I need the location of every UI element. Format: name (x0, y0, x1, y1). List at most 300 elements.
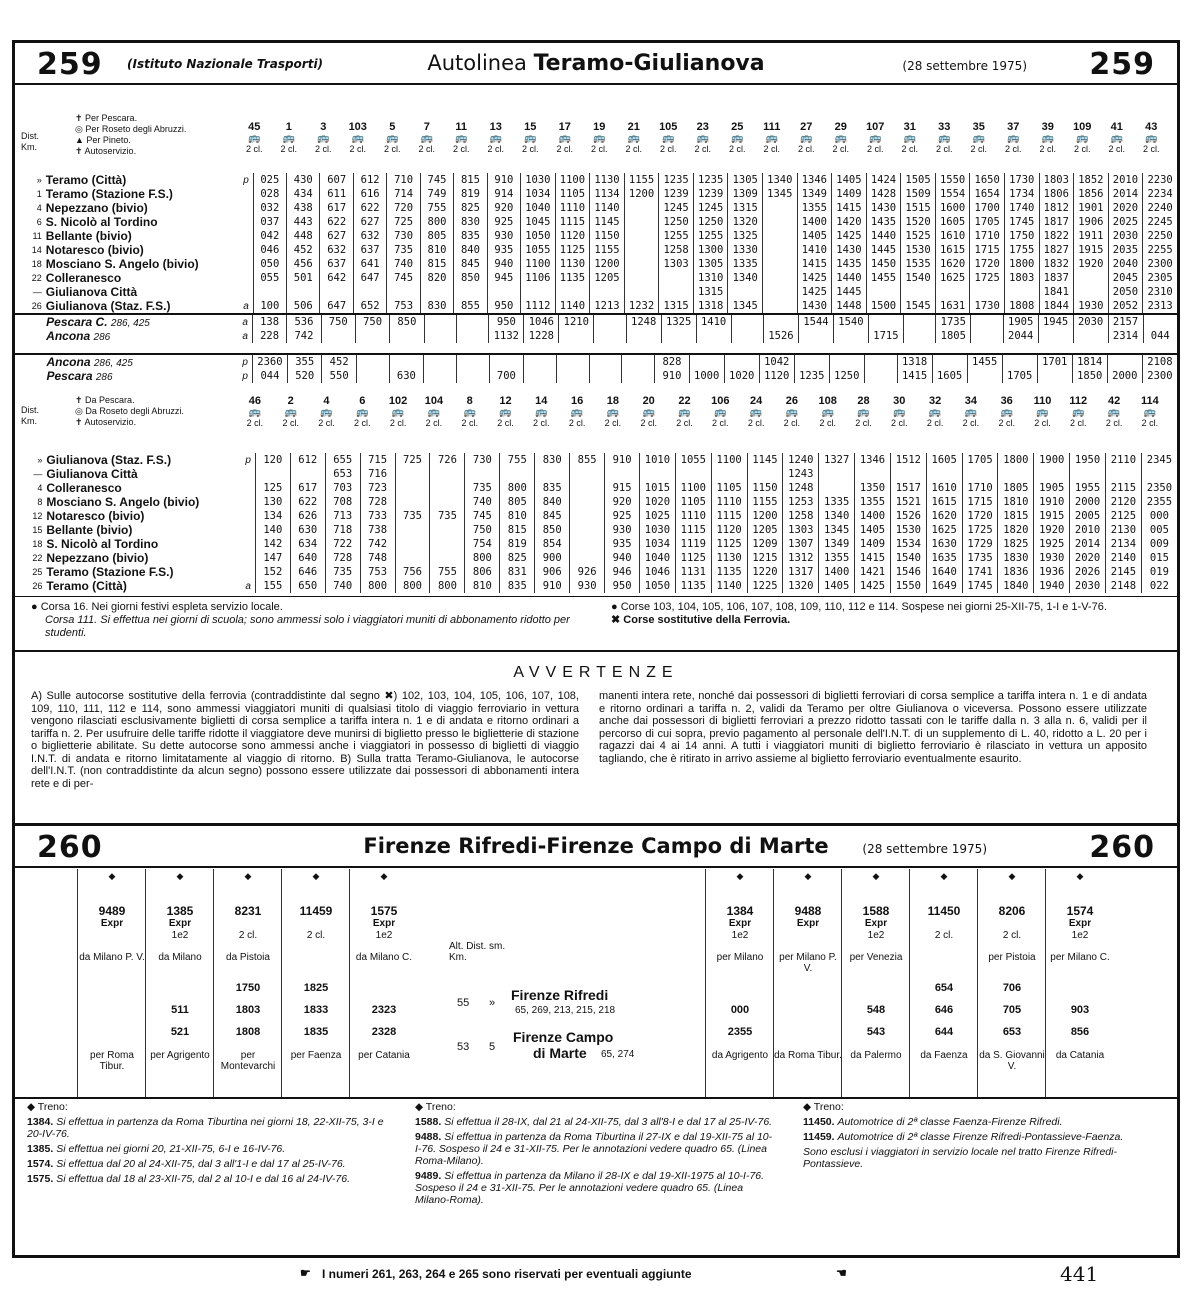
train-number: 15 (524, 121, 537, 133)
train-number: 108 (818, 395, 837, 407)
time-cell: 1110 (675, 509, 711, 523)
time-cell: 1715 (868, 329, 903, 343)
table-row (15, 271, 1177, 285)
outbound-header (15, 111, 1177, 167)
outbound-table (15, 173, 1177, 313)
time-cell (763, 271, 798, 285)
class-label: 2 cl. (521, 144, 539, 154)
bus-icon: 🚌 (869, 133, 882, 144)
note-item (27, 1173, 387, 1185)
time-cell: 612 (353, 173, 386, 187)
dist-km-label (21, 131, 39, 153)
return-header (15, 389, 1177, 437)
train-column (145, 869, 214, 1097)
train-number: 31 (903, 121, 916, 133)
bus-icon: 🚌 (248, 407, 262, 418)
bus-icon: 🚌 (1072, 407, 1085, 418)
time-cell (594, 315, 626, 329)
time-cell (926, 467, 962, 481)
time-cell (935, 285, 970, 299)
time-cell: 448 (287, 229, 320, 243)
time-cell: 1833 (303, 1004, 329, 1016)
station-name: Nepezzano (bivio) (46, 551, 149, 565)
notes-head: ◆ Treno: (27, 1101, 68, 1113)
time-cell (1141, 467, 1177, 481)
time-cell (675, 467, 711, 481)
km-cell: 26 (32, 581, 43, 591)
train-column (773, 869, 842, 1097)
table-number-right: 260 (1089, 830, 1155, 865)
table-row (15, 551, 1177, 565)
time-cell: 1750 (235, 982, 261, 994)
time-cell: 1040 (640, 551, 676, 565)
time-cell: 1550 (935, 173, 970, 187)
train-number: 9489 (98, 904, 126, 918)
alt-dist-label: Alt. Dist. sm. Km. (449, 941, 506, 963)
bus-icon: 🚌 (642, 407, 655, 418)
time-cell: 1115 (711, 509, 747, 523)
note-text: Si effettua in partenza da Roma Tiburtina nei giorni 18, 22-XII-75, 3-I e 20-IV-76. (27, 1116, 384, 1140)
time-cell: 735 (430, 509, 465, 523)
origin-label (910, 952, 978, 978)
time-cell: 1540 (901, 271, 936, 285)
table-row (15, 299, 1177, 313)
table-260-header (15, 823, 1177, 868)
time-cell: 1239 (659, 187, 694, 201)
time-cell (556, 355, 589, 369)
time-cell: 1650 (970, 173, 1005, 187)
table-259-notes (15, 596, 1177, 651)
train-number: 30 (893, 395, 906, 407)
time-cell (864, 369, 897, 383)
train-column-head (651, 121, 686, 154)
time-cell: 2250 (1143, 229, 1177, 243)
train-number: 1384 (726, 904, 754, 918)
time-cell: 2030 (1073, 315, 1108, 329)
time-cell: 800 (465, 551, 500, 565)
train-column-head (858, 121, 893, 154)
time-cell (570, 509, 605, 523)
time-cell (424, 369, 457, 383)
time-cell: 1310 (693, 271, 728, 285)
time-cell: 1125 (555, 243, 590, 257)
arr-dep-marker: a (245, 580, 251, 592)
train-number: 34 (964, 395, 978, 407)
train-number: 46 (248, 395, 262, 407)
time-cell: 2145 (1105, 565, 1141, 579)
time-cell (454, 285, 487, 299)
time-cell: 1509 (901, 187, 936, 201)
train-class (774, 930, 842, 944)
time-cell: 2014 (1070, 537, 1106, 551)
note-text: Si effettua il 28-IX, dal 21 al 24-XII-75, dal 3 all'8-I e dal 17 al 25-IV-76. (444, 1116, 773, 1128)
time-cell: 019 (1141, 565, 1177, 579)
time-cell: 835 (535, 481, 570, 495)
time-cell: 641 (353, 257, 386, 271)
time-cell: 920 (487, 201, 520, 215)
time-cell: 138 (252, 315, 286, 329)
note-text: Si effettua nei giorni 20, 21-XII-75, 6-I e 16-IV-76. (56, 1143, 286, 1155)
origin-label: per Milano (716, 952, 764, 963)
km-cell: 6 (36, 217, 42, 227)
time-cell (1037, 369, 1072, 383)
train-number: 32 (928, 395, 942, 407)
train-number: 107 (866, 121, 885, 133)
train-column-head (237, 395, 273, 428)
time-cell: 930 (487, 229, 520, 243)
time-cell (521, 285, 556, 299)
table-row (15, 187, 1177, 201)
time-cell (430, 551, 465, 565)
train-number: 23 (696, 121, 709, 133)
time-cell: 1540 (833, 315, 868, 329)
time-cell: 1620 (926, 509, 962, 523)
time-cell (456, 355, 489, 369)
time-cell: 810 (465, 579, 500, 593)
time-cell (774, 982, 842, 1000)
time-cell: 1925 (1034, 537, 1070, 551)
bus-icon: 🚌 (696, 133, 709, 144)
time-cell: 037 (253, 215, 286, 229)
train-number: 5 (389, 121, 396, 133)
diamond-icon: ◆ (1076, 871, 1084, 881)
time-cell: 1445 (866, 243, 901, 257)
time-cell: 1150 (747, 481, 783, 495)
page-number: 441 (1060, 1262, 1099, 1286)
time-cell: 1430 (797, 299, 832, 313)
time-cell: 1640 (926, 565, 962, 579)
time-cell: 1050 (640, 579, 676, 593)
time-cell: 1440 (832, 271, 867, 285)
station-name: Bellante (bivio) (46, 523, 133, 537)
return-legend (75, 395, 184, 428)
cross-icon: ✖ (611, 614, 621, 626)
table-260-body (15, 869, 1177, 1097)
time-cell: 2355 (727, 1026, 753, 1038)
time-cell (1038, 329, 1073, 343)
note-train: 1574. (27, 1158, 54, 1170)
time-cell: 1120 (555, 229, 590, 243)
train-class: 1e2 (867, 930, 885, 941)
km-1: » (489, 997, 496, 1009)
time-cell: 906 (535, 565, 570, 579)
time-cell: 632 (320, 243, 353, 257)
time-cell (1046, 982, 1114, 1000)
time-cell: 1140 (711, 579, 747, 593)
time-cell: 830 (535, 453, 570, 467)
time-cell (798, 329, 833, 343)
time-cell: 630 (389, 369, 423, 383)
km-cell: 26 (31, 301, 42, 311)
train-number: 26 (785, 395, 799, 407)
note-text: Sono esclusi i viaggiatori in servizio locale nel tratto Firenze Rifredi-Pontassieve. (803, 1146, 1117, 1170)
bus-icon: 🚌 (570, 407, 584, 418)
class-label: 2 cl. (640, 418, 657, 428)
time-cell: 805 (500, 495, 535, 509)
time-cell: 1205 (590, 271, 625, 285)
time-cell (424, 329, 456, 343)
bus-icon: 🚌 (928, 407, 942, 418)
time-cell: 637 (320, 257, 353, 271)
time-cell (353, 285, 386, 299)
train-column-head (237, 121, 272, 154)
legend-line: ✝ Autoservizio. (75, 146, 137, 156)
time-cell: 627 (320, 229, 353, 243)
bus-icon: 🚌 (1036, 407, 1049, 418)
time-cell: 1100 (555, 173, 590, 187)
bus-icon: 🚌 (765, 133, 778, 144)
time-cell: 840 (454, 243, 487, 257)
train-column-head (309, 395, 345, 428)
time-cell: 046 (253, 243, 286, 257)
time-cell: 1135 (675, 579, 711, 593)
time-cell: 1550 (890, 579, 926, 593)
time-cell: 1730 (970, 299, 1005, 313)
time-cell: 025 (253, 173, 286, 187)
time-cell (624, 229, 659, 243)
time-cell (659, 285, 694, 299)
class-label: 2 cl. (659, 144, 677, 154)
time-cell (1002, 355, 1037, 369)
diamond-icon: ◆ (380, 871, 388, 881)
station-name: Notaresco (bivio) (46, 509, 145, 523)
km-cell: — (33, 469, 43, 479)
class-label: 2 cl. (970, 144, 987, 154)
km-cell: 14 (31, 245, 42, 255)
train-column-head (996, 121, 1031, 154)
time-cell: 1936 (1034, 565, 1070, 579)
time-cell (524, 369, 557, 383)
time-cell: 745 (420, 173, 453, 187)
time-cell: 723 (360, 481, 395, 495)
note-train: 11459. (803, 1131, 835, 1143)
time-cell: 1530 (890, 523, 926, 537)
time-cell: 1741 (962, 565, 998, 579)
station-name: Bellante (bivio) (45, 229, 132, 243)
class-label: 2 cl. (425, 418, 443, 428)
time-cell (590, 285, 625, 299)
time-cell: 810 (420, 243, 453, 257)
time-cell: 1135 (711, 565, 747, 579)
train-type: Expr (796, 918, 820, 929)
time-cell: 748 (360, 551, 395, 565)
time-cell (868, 315, 903, 329)
table-259-header (15, 43, 1177, 85)
time-cell: 1840 (998, 579, 1034, 593)
note-corsa-16 (31, 601, 591, 614)
time-cell: 1125 (711, 537, 747, 551)
bus-icon: 🚌 (391, 407, 405, 418)
legend-line: ✝ Da Pescara. (75, 395, 135, 405)
class-label: 2 cl. (962, 418, 980, 428)
table-row (15, 215, 1177, 229)
class-label: 2 cl. (819, 418, 836, 428)
km-cell: 25 (32, 567, 43, 577)
time-cell: 1346 (797, 173, 832, 187)
bus-icon: 🚌 (282, 133, 295, 144)
train-number: 104 (424, 395, 444, 407)
time-cell: 511 (171, 1004, 189, 1016)
time-cell: 120 (255, 453, 290, 467)
train-class: 1e2 (731, 930, 749, 941)
time-cell (321, 329, 355, 343)
time-cell: 1750 (1004, 229, 1039, 243)
train-number: 35 (972, 121, 985, 133)
time-cell: 903 (1070, 1004, 1090, 1016)
km-cell (15, 355, 44, 369)
time-cell: 2000 (1107, 369, 1142, 383)
time-cell: 1910 (1034, 495, 1070, 509)
time-cell: 506 (287, 299, 320, 313)
table-title: Firenze Rifredi-Firenze Campo di Marte (363, 834, 829, 858)
train-column-head (375, 121, 410, 154)
station-name: Teramo (Città) (46, 579, 127, 593)
class-label: 2 cl. (1073, 144, 1091, 154)
time-cell: 755 (500, 453, 535, 467)
class-label: 2 cl. (604, 418, 622, 428)
time-cell: 1605 (935, 215, 970, 229)
arr-dep-marker: p (242, 370, 248, 382)
time-cell (1070, 467, 1106, 481)
time-cell: 850 (390, 315, 424, 329)
km-cell (15, 369, 44, 383)
bus-icon: 🚌 (938, 133, 951, 144)
time-cell (489, 355, 523, 369)
time-cell (706, 982, 774, 1000)
time-cell: 1720 (970, 257, 1005, 271)
time-cell: 1814 (1072, 355, 1107, 369)
time-cell: 1545 (901, 299, 936, 313)
station-campo-di-marte-a: Firenze Campo (513, 1029, 614, 1045)
note-item (415, 1131, 775, 1167)
time-cell: 856 (1070, 1026, 1090, 1038)
train-column-head (513, 121, 548, 154)
time-cell: 940 (487, 257, 520, 271)
time-cell: 1421 (855, 565, 891, 579)
diamond-icon: ◆ (940, 871, 948, 881)
time-cell (640, 467, 676, 481)
time-cell: 706 (1002, 982, 1022, 994)
train-class: 2 cl. (1002, 930, 1022, 941)
time-cell: 1145 (747, 453, 783, 467)
time-cell (842, 982, 910, 1000)
km-cell: 8 (37, 497, 43, 507)
table-row (15, 329, 1177, 343)
train-number: 33 (938, 121, 951, 133)
time-cell: 830 (420, 299, 453, 313)
note-sostitutive (611, 614, 1171, 627)
time-cell: 009 (1141, 537, 1177, 551)
class-label: 2 cl. (1034, 418, 1051, 428)
time-cell: 1534 (890, 537, 926, 551)
station-name: Teramo (Stazione F.S.) (45, 187, 173, 201)
time-cell: 1812 (1039, 201, 1074, 215)
train-type: Expr (372, 918, 396, 929)
train-column-head (444, 121, 479, 154)
bus-icon: 🚌 (800, 133, 813, 144)
time-cell: 1455 (866, 271, 901, 285)
train-number: 1575 (370, 904, 398, 918)
time-cell (420, 285, 453, 299)
time-cell: 726 (430, 453, 465, 467)
time-cell: 910 (487, 173, 520, 187)
time-cell: 815 (500, 523, 535, 537)
time-cell: 1309 (728, 187, 763, 201)
origin-label: da Pistoia (226, 952, 270, 963)
train-column (77, 869, 146, 1097)
class-label: 2 cl. (728, 144, 746, 154)
time-cell: 536 (287, 315, 321, 329)
station-name: S. Nicolò al Tordino (46, 537, 159, 551)
time-cell: 2050 (1108, 285, 1143, 299)
time-cell: 1500 (866, 299, 901, 313)
arr-dep-marker (242, 523, 256, 537)
time-cell: 617 (290, 481, 325, 495)
time-cell (605, 467, 640, 481)
class-label: 2 cl. (832, 144, 849, 154)
bus-icon: 🚌 (427, 407, 441, 418)
time-cell (146, 982, 214, 1000)
time-cell: 728 (360, 495, 395, 509)
time-cell: 1346 (855, 453, 891, 467)
bus-icon: 🚌 (834, 133, 847, 144)
time-cell (570, 523, 605, 537)
arr-dep-marker (239, 229, 253, 243)
train-number: 1 (285, 121, 292, 133)
time-cell (465, 467, 500, 481)
arr-dep-marker: a (243, 300, 249, 312)
time-cell: 642 (320, 271, 353, 285)
time-cell: 2020 (1070, 551, 1106, 565)
time-cell (355, 329, 389, 343)
time-cell: 1050 (521, 229, 556, 243)
class-label: 2 cl. (926, 418, 944, 428)
time-cell: 1955 (1070, 481, 1106, 495)
diamond-icon: ◆ (108, 871, 116, 881)
connection-name: Pescara C. (46, 315, 108, 329)
train-number: 105 (659, 121, 678, 133)
time-cell (1074, 271, 1109, 285)
station-name: Giulianova (Staz. F.S.) (46, 453, 172, 467)
train-column-head (720, 121, 755, 154)
diamond-icon: ◆ (804, 871, 812, 881)
time-cell (1105, 467, 1141, 481)
return-timetable (15, 453, 1177, 593)
time-cell: 1010 (640, 453, 676, 467)
time-cell (689, 355, 724, 369)
table-row (15, 453, 1177, 467)
time-cell: 1131 (675, 565, 711, 579)
avvertenze-left: A) Sulle autocorse sostitutive della ferrovia (contraddistinte dal segno ✖) 102, 103, 104, 105, 106, 107, 108, 109, 110, 111, 112 e 114, sono ammessi viaggiatori muniti di qualsiasi titolo di viaggio ferroviario in vettura vengono rilasciati esclusivamente biglietti di corsa semplice a tariffa intera n. 1 e di andata e ritorno ordinari a tariffa n. 2. Per usufruire delle tariffe ridotte il viaggiatore deve munirsi di biglietto presso le biglietterie di stazione o biglietterie abilitate. Su dette autocorse sono ammessi anche i viaggiatori in possesso di biglietti di viaggio I.N.T. di andata e ritorno limitatamente al viaggio di ritorno. B) Sulla tratta Teramo-Giulianova, le autocorse dell'I.N.T. (non contraddistinte da alcun segno) possono essere utilizzate dai possessori di abbonamenti intera rete e di per- (31, 690, 579, 790)
class-label: 2 cl. (1108, 144, 1125, 154)
time-cell: 646 (934, 1004, 954, 1016)
station-name: Colleranesco (45, 271, 122, 285)
time-cell (622, 369, 655, 383)
bus-icon: 🚌 (524, 133, 537, 144)
time-cell: 1155 (747, 495, 783, 509)
time-cell: 1213 (590, 299, 625, 313)
km-cell: 22 (32, 553, 43, 563)
station-name: Teramo (Città) (45, 173, 127, 187)
time-cell: 1045 (521, 215, 556, 229)
time-cell: 1844 (1039, 299, 1074, 313)
time-cell: 1554 (935, 187, 970, 201)
time-cell: 1825 (998, 537, 1034, 551)
train-type: Expr (168, 918, 192, 929)
station-name: Mosciano S. Angelo (bivio) (45, 257, 199, 271)
time-cell: 653 (1002, 1026, 1022, 1038)
time-cell: 1415 (855, 551, 891, 565)
